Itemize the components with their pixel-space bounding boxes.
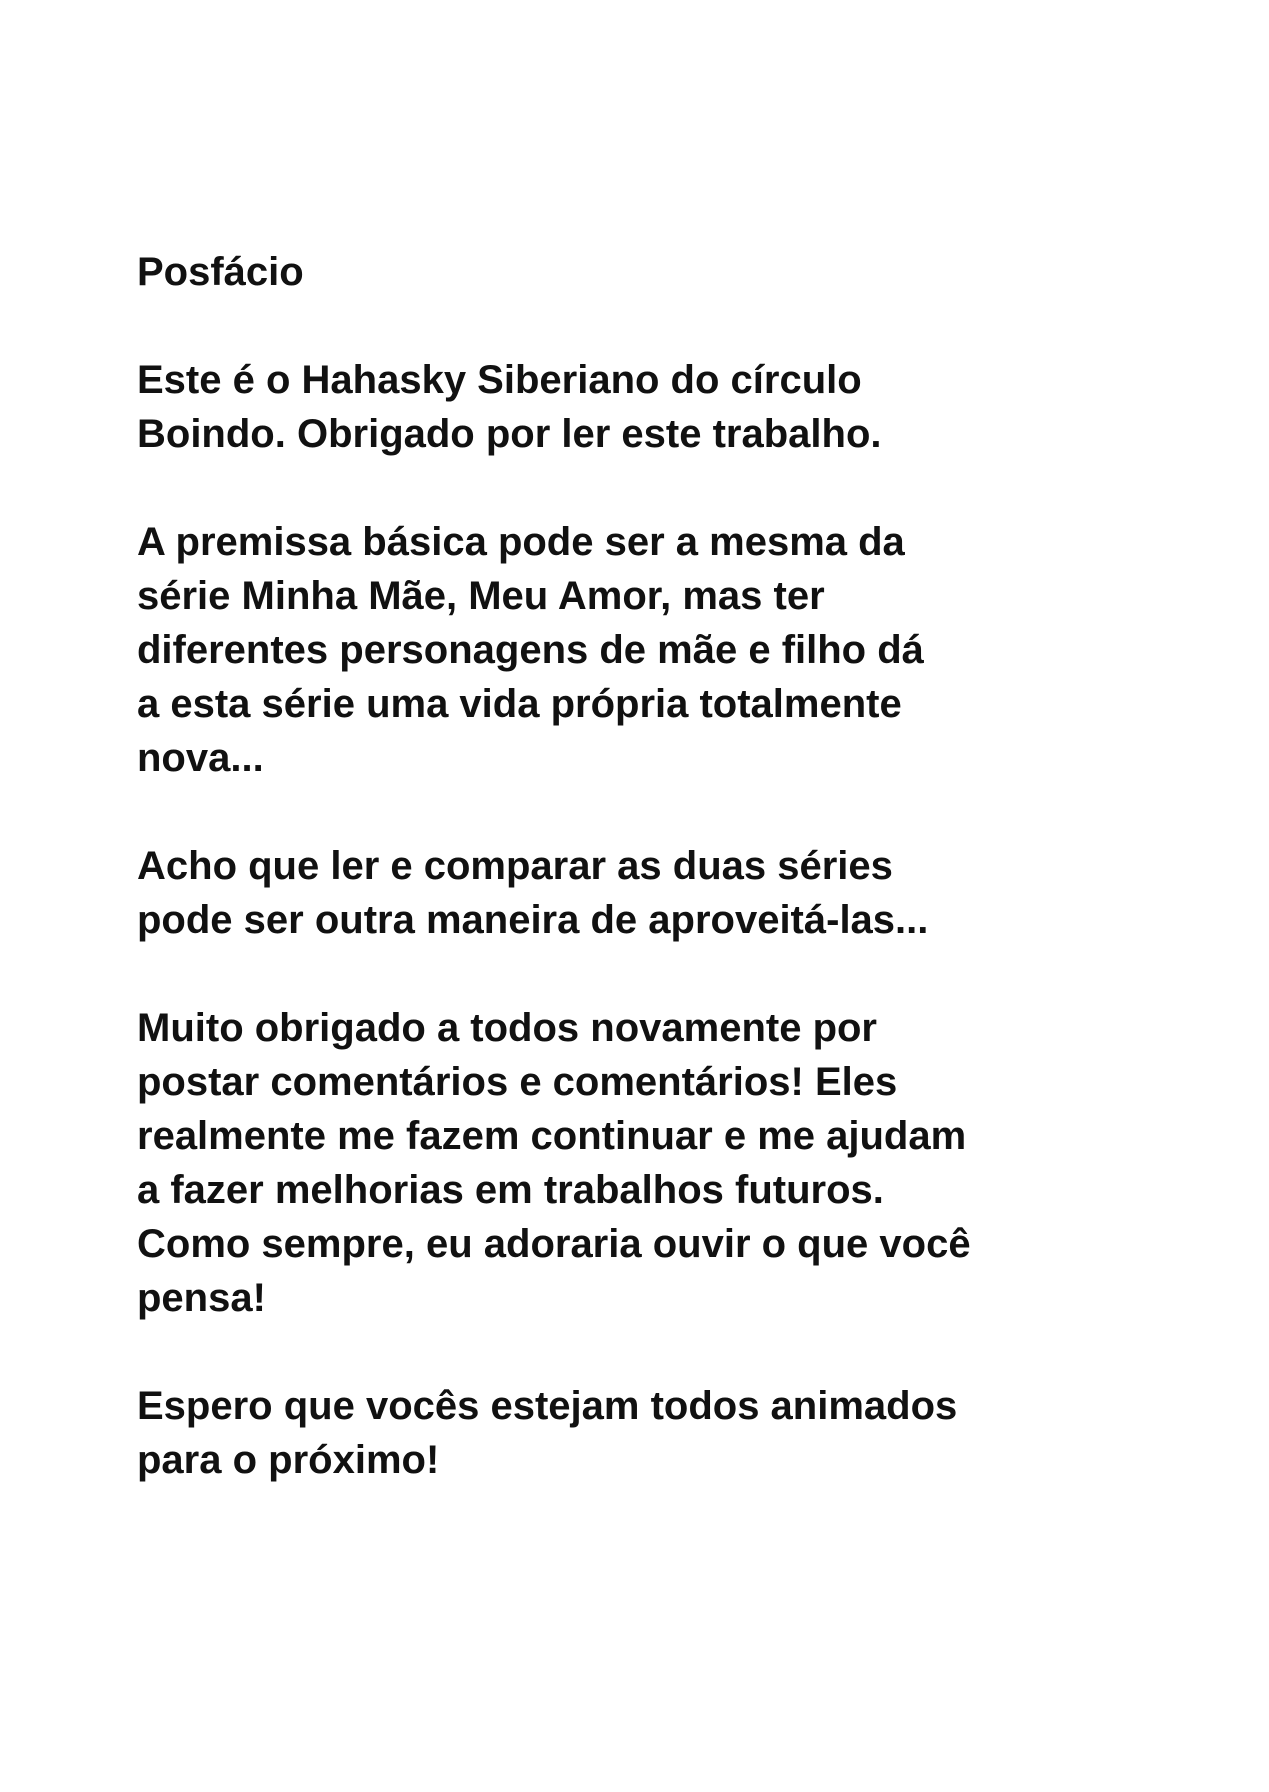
- paragraph-line: para o próximo!: [137, 1438, 440, 1482]
- page-title: Posfácio: [137, 250, 304, 294]
- paragraph-line: a fazer melhorias em trabalhos futuros.: [137, 1168, 884, 1212]
- afterword-title-block: [137, 245, 1137, 299]
- afterword-text: [137, 245, 1137, 1487]
- paragraph-1: [137, 353, 1137, 461]
- paragraph-line: postar comentários e comentários! Eles: [137, 1060, 898, 1104]
- paragraph-line: Muito obrigado a todos novamente por: [137, 1006, 877, 1050]
- paragraph-line: Acho que ler e comparar as duas séries: [137, 844, 893, 888]
- paragraph-line: série Minha Mãe, Meu Amor, mas ter: [137, 574, 825, 618]
- paragraph-line: Espero que vocês estejam todos animados: [137, 1384, 958, 1428]
- paragraph-line: nova...: [137, 736, 264, 780]
- paragraph-4: [137, 1001, 1137, 1325]
- paragraph-line: a esta série uma vida própria totalmente: [137, 682, 902, 726]
- paragraph-line: Boindo. Obrigado por ler este trabalho.: [137, 412, 882, 456]
- paragraph-line: diferentes personagens de mãe e filho dá: [137, 628, 924, 672]
- paragraph-5: [137, 1379, 1137, 1487]
- paragraph-2: [137, 515, 1137, 785]
- paragraph-3: [137, 839, 1137, 947]
- paragraph-line: pode ser outra maneira de aproveitá-las...: [137, 898, 929, 942]
- paragraph-line: Este é o Hahasky Siberiano do círculo: [137, 358, 862, 402]
- paragraph-line: A premissa básica pode ser a mesma da: [137, 520, 905, 564]
- paragraph-line: Como sempre, eu adoraria ouvir o que você: [137, 1222, 971, 1266]
- paragraph-line: pensa!: [137, 1276, 266, 1320]
- paragraph-line: realmente me fazem continuar e me ajudam: [137, 1114, 967, 1158]
